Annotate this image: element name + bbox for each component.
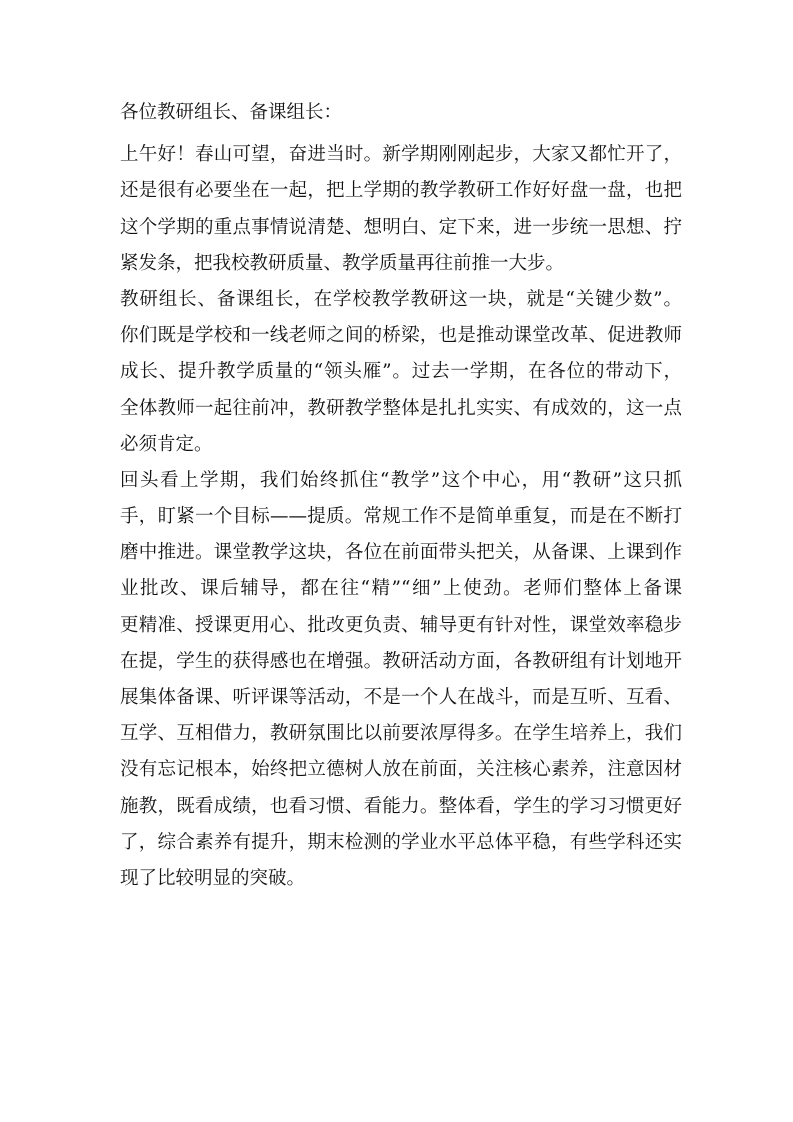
text-line: 互学、互相借力，教研氛围比以前要浓厚得多。在学生培养上，我们 — [120, 723, 682, 745]
document-body — [120, 142, 682, 902]
paragraph — [120, 468, 682, 902]
text-line: 更精准、授课更用心、批改更负责、辅导更有针对性，课堂效率稳步 — [120, 614, 682, 636]
text-line: 业批改、课后辅导，都在往“精”“细”上使劲。老师们整体上备课 — [120, 578, 682, 600]
text-line: 成长、提升教学质量的“领头雁”。过去一学期，在各位的带动下， — [120, 361, 682, 383]
text-line: 教研组长、备课组长，在学校教学教研这一块，就是“关键少数”。 — [120, 288, 682, 310]
text-line: 现了比较明显的突破。 — [120, 867, 306, 889]
text-line: 回头看上学期，我们始终抓住“教学”这个中心，用“教研”这只抓 — [120, 469, 682, 491]
text-line: 必须肯定。 — [120, 433, 213, 455]
text-line: 手，盯紧一个目标——提质。常规工作不是简单重复，而是在不断打 — [120, 506, 682, 528]
text-line: 没有忘记根本，始终把立德树人放在前面，关注核心素养，注意因材 — [120, 759, 682, 781]
text-line: 上午好！春山可望，奋进当时。新学期刚刚起步，大家又都忙开了， — [120, 144, 682, 166]
text-line: 了，综合素养有提升，期末检测的学业水平总体平稳，有些学科还实 — [120, 831, 682, 853]
paragraph — [120, 142, 682, 287]
text-line: 展集体备课、听评课等活动，不是一个人在战斗，而是互听、互看、 — [120, 687, 682, 708]
text-line: 这个学期的重点事情说清楚、想明白、定下来，进一步统一思想、拧 — [120, 216, 682, 238]
text-line: 紧发条，把我校教研质量、教学质量再往前推一大步。 — [120, 252, 565, 274]
document-page — [120, 100, 682, 902]
paragraph — [120, 287, 682, 468]
text-line: 施教，既看成绩，也看习惯、看能力。整体看，学生的学习习惯更好 — [120, 795, 682, 817]
text-line: 磨中推进。课堂教学这块，各位在前面带头把关，从备课、上课到作 — [120, 542, 682, 564]
text-line: 全体教师一起往前冲，教研教学整体是扎扎实实、有成效的，这一点 — [120, 397, 682, 419]
text-line: 还是很有必要坐在一起，把上学期的教学教研工作好好盘一盘，也把 — [120, 180, 682, 202]
salutation: 各位教研组长、备课组长： — [120, 102, 343, 123]
text-line: 你们既是学校和一线老师之间的桥梁，也是推动课堂改革、促进教师 — [120, 325, 682, 347]
text-line: 在提，学生的获得感也在增强。教研活动方面，各教研组有计划地开 — [120, 650, 682, 672]
